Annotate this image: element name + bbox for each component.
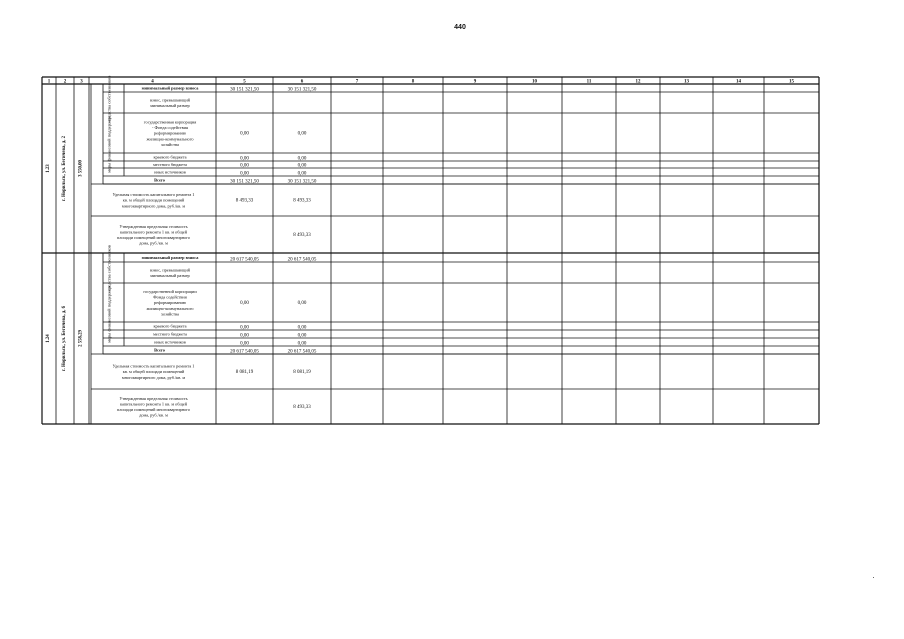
row-label: Всего [154, 177, 165, 183]
row-label: жилищно-коммунального [146, 136, 194, 142]
row-label: хозяйства [161, 311, 179, 317]
value-col-5: 0,00 [240, 333, 249, 339]
limit-cost-label: Утвержденная предельная стоимость [119, 223, 188, 229]
value-col-6: 30 151 321,50 [287, 87, 317, 93]
row-label: иных источников [154, 339, 186, 345]
specific-cost-label: Удельная стоимость капитального ремонта 1 [112, 192, 195, 198]
row-label: государственная корпорация [143, 119, 197, 125]
scan-speck [873, 577, 874, 578]
specific-cost-col-6: 8 493,33 [293, 198, 311, 204]
total-area: 2 558,29 [78, 330, 84, 347]
value-col-6: 0,00 [297, 171, 307, 177]
column-header-15: 15 [789, 79, 794, 85]
value-col-5: 20 617 540,05 [230, 257, 259, 263]
address: г. Норильск, ул. Бегичева, д. 2 [62, 135, 67, 202]
specific-cost-col-5: 8 493,33 [235, 198, 254, 204]
row-label: государственной корпорации [143, 289, 197, 294]
column-header-12: 12 [635, 79, 641, 85]
row-label: жилищно-коммунального [146, 305, 194, 311]
group-financial-support: меры финансовой поддержки [106, 116, 112, 173]
value-col-5: 0,00 [240, 163, 249, 169]
value-col-6: 30 151 321,50 [287, 179, 317, 185]
limit-cost-label: капитального ремонта 1 кв. м общей [119, 401, 188, 407]
value-col-5: 20 617 540,05 [230, 349, 259, 355]
column-header-4: 4 [151, 79, 154, 85]
limit-cost-label: капитального ремонта 1 кв. м общей [119, 229, 188, 235]
limit-cost-label: дома, руб./кв. м [139, 412, 168, 418]
address: г. Норильск, ул. Бегичева, д. 6 [62, 305, 67, 372]
specific-cost-label: многоквартирного дома, руб./кв. м [121, 374, 186, 380]
row-label: минимальный размер [150, 273, 190, 278]
row-label: минимальный размер взноса [141, 85, 199, 91]
column-header-1: 1 [47, 79, 51, 85]
column-header-13: 13 [684, 79, 689, 85]
value-col-6: 0,00 [297, 163, 307, 169]
row-label: - Фонда содействия [152, 125, 188, 131]
specific-cost-label: многоквартирного дома, руб./кв. м [121, 203, 186, 209]
value-col-6: 0,00 [297, 131, 307, 137]
row-label: иных источников [154, 169, 186, 175]
column-header-10: 10 [532, 79, 537, 85]
specific-cost-label: Удельная стоимость капитального ремонта 1 [112, 363, 195, 369]
value-col-6: 20 617 540,05 [287, 257, 317, 263]
row-label: взнос, превышающий [150, 97, 190, 103]
column-header-3: 3 [80, 79, 83, 85]
column-header-8: 8 [411, 79, 415, 85]
value-col-6: 0,00 [297, 325, 307, 331]
row-label: Всего [154, 347, 165, 353]
row-label: краевого бюджета [153, 154, 187, 160]
value-col-6: 0,00 [297, 156, 307, 162]
specific-cost-label: кв. м общей площади помещений [122, 369, 185, 375]
row-label: краевого бюджета [153, 323, 187, 329]
limit-cost-label: дома, руб./кв. м [139, 240, 168, 246]
value-col-5: 0,00 [240, 325, 249, 331]
limit-cost-label: площади помещений многоквартирного [116, 235, 191, 240]
column-header-2: 2 [63, 79, 67, 85]
specific-cost-label: кв. м общей площади помещений [122, 197, 185, 203]
column-header-7: 7 [355, 79, 359, 85]
group-owners-funds: средства собственников [106, 75, 112, 122]
value-col-5: 0,00 [240, 156, 249, 162]
row-label: реформированию [153, 130, 187, 136]
value-col-6: 0,00 [297, 333, 307, 339]
row-label: реформированию [153, 300, 187, 306]
column-header-9: 9 [473, 79, 477, 85]
row-label: Фонда содействия [153, 294, 187, 300]
value-col-5: 30 151 321,50 [230, 87, 259, 93]
limit-cost-label: Утвержденная предельная стоимость [119, 395, 188, 401]
value-col-5: 0,00 [240, 341, 249, 347]
value-col-6: 0,00 [297, 341, 307, 347]
row-label: минимальный размер взноса [141, 255, 199, 261]
row-label: минимальный размер [150, 103, 190, 108]
row-label: взнос, превышающий [150, 267, 190, 273]
value-col-5: 30 151 321,50 [230, 179, 259, 185]
group-financial-support: меры финансовой поддержки [106, 286, 112, 343]
value-col-5: 0,00 [240, 301, 249, 307]
limit-cost-label: площади помещений многоквартирного [116, 407, 191, 412]
value-col-5: 0,00 [240, 171, 249, 177]
value-col-5: 0,00 [240, 131, 249, 137]
row-label: хозяйства [161, 141, 179, 147]
value-col-6: 20 617 540,05 [287, 349, 317, 355]
row-number: 1.23 [46, 164, 51, 173]
column-header-11: 11 [586, 79, 592, 85]
column-header-6: 6 [300, 79, 304, 85]
row-label: местного бюджета [153, 331, 187, 337]
value-col-6: 0,00 [297, 301, 307, 307]
column-header-14: 14 [736, 79, 741, 85]
limit-cost-col-6: 8 493,33 [293, 233, 311, 239]
row-number: 1.24 [46, 334, 51, 343]
row-label: местного бюджета [153, 162, 187, 168]
group-owners-funds: средства собственников [106, 245, 112, 291]
specific-cost-col-5: 8 081,19 [235, 370, 254, 376]
page-number: 440 [454, 24, 466, 31]
column-header-5: 5 [243, 79, 246, 85]
limit-cost-col-6: 8 493,33 [293, 405, 311, 411]
specific-cost-col-6: 8 081,19 [293, 370, 311, 376]
total-area: 3 550,00 [78, 160, 84, 177]
